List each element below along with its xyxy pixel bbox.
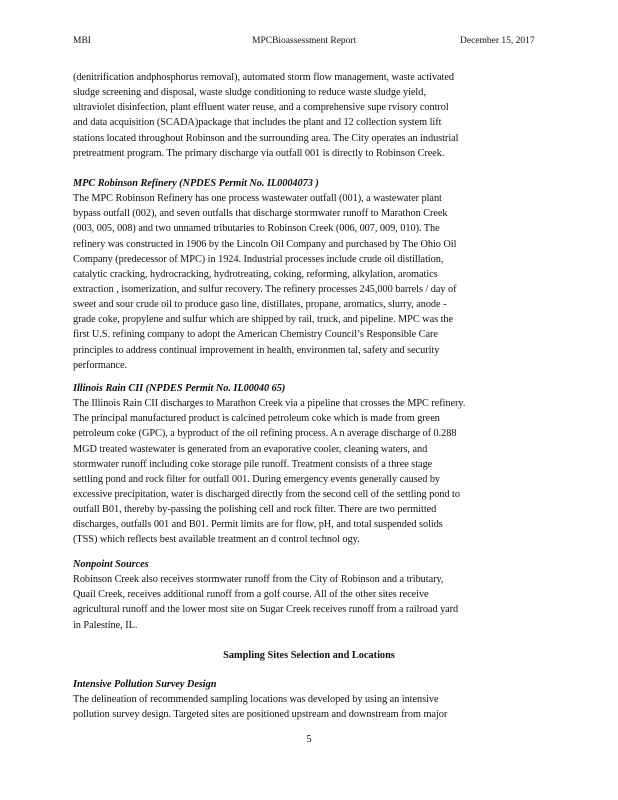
paragraph-line: The MPC Robinson Refinery has one process wastewater outfall (001), a wastewater plant: [73, 193, 442, 205]
section-heading: Nonpoint Sources: [73, 559, 149, 570]
paragraph-line: refinery was constructed in 1906 by the Lincoln Oil Company and purchased by The Ohio Oil: [73, 238, 457, 250]
section-mpc-refinery: [73, 176, 545, 373]
paragraph-line: first U.S. refining company to adopt the American Chemistry Council’s Responsible Care: [73, 329, 438, 341]
paragraph-line: Company (predecessor of MPC) in 1924. Industrial processes include crude oil distillation,: [73, 253, 444, 265]
paragraph-line: sludge screening and disposal, waste sludge conditioning to reduce waste sludge yield,: [73, 87, 426, 99]
section-heading: MPC Robinson Refinery (NPDES Permit No. IL0004073 ): [73, 178, 319, 189]
paragraph-line: (denitrification andphosphorus removal), automated storm flow management, waste activated: [73, 72, 454, 83]
paragraph-line: pollution survey design. Targeted sites are positioned upstream and downstream from major: [73, 709, 448, 721]
paragraph-line: MGD treated wastewater is generated from an evaporative cooler, cleaning waters, and: [73, 443, 428, 455]
section-heading: Intensive Pollution Survey Design: [73, 679, 217, 690]
paragraph-line: extraction , isomerization, and sulfur recovery. The refinery processes 245,000 barrels / day of: [73, 283, 457, 295]
paragraph-line: petroleum coke (GPC), a byproduct of the oil refining process. A n average discharge of 0.288: [73, 428, 457, 440]
paragraph-line: Robinson Creek also receives stormwater runoff from the City of Robinson and a tributary,: [73, 574, 444, 586]
section-nonpoint-sources: [73, 557, 545, 633]
paragraph-line: (TSS) which reflects best available treatment an d control technol ogy.: [73, 534, 360, 546]
section-heading: Illinois Rain CII (NPDES Permit No. IL00040 65): [73, 383, 286, 394]
paragraph-line: discharges, outfalls 001 and B01. Permit limits are for flow, pH, and total suspended solids: [73, 519, 443, 531]
page-number: 5: [306, 734, 312, 745]
paragraph-line: settling pond and rock filter for outfall 001. During emergency events generally caused by: [73, 473, 441, 485]
paragraph-line: ultraviolet disinfection, plant effluent water reuse, and a comprehensive supe rvisory control: [73, 102, 449, 114]
paragraph-line: and data acquisition (SCADA)package that includes the plant and 12 collection system lift: [73, 117, 442, 129]
paragraph-line: stormwater runoff including coke storage pile runoff. Treatment consists of a three stage: [73, 458, 433, 470]
paragraph-line: outfall B01, thereby by-passing the polishing cell and rock filter. There are two permitted: [73, 504, 437, 516]
paragraph-line: The delineation of recommended sampling locations was developed by using an intensive: [73, 694, 439, 706]
paragraph-line: The Illinois Rain CII discharges to Marathon Creek via a pipeline that crosses the MPC refinery.: [73, 398, 466, 410]
paragraph-line: grade coke, propylene and sulfur which are shipped by rail, truck, and pipeline. MPC was the: [73, 314, 453, 326]
paragraph-line: catalytic cracking, hydrocracking, hydrotreating, coking, reforming, alkylation, aromatics: [73, 268, 438, 280]
paragraph-line: agricultural runoff and the lower most site on Sugar Creek receives runoff from a railroad yard: [73, 604, 459, 616]
centered-section-heading: Sampling Sites Selection and Locations: [223, 650, 395, 661]
header-left: MBI: [73, 36, 91, 46]
paragraph-line: principles to address continual improvement in health, environmen tal, safety and security: [73, 344, 440, 356]
header-date: December 15, 2017: [460, 36, 535, 46]
header-title: MPCBioassessment Report: [252, 36, 357, 46]
paragraph-line: sweet and sour crude oil to produce gaso line, distillates, propane, aromatics, slurry, anode -: [73, 299, 447, 311]
paragraph-line: pretreatment program. The primary discharge via outfall 001 is directly to Robinson Creek.: [73, 147, 445, 159]
intro-paragraph: [73, 70, 545, 161]
paragraph-line: performance.: [73, 359, 127, 371]
section-illinois-rain: [73, 381, 545, 548]
paragraph-line: stations located throughout Robinson and the surrounding area. The City operates an industrial: [73, 132, 459, 144]
paragraph-line: Quail Creek, receives additional runoff from a golf course. All of the other sites receive: [73, 589, 429, 601]
paragraph-line: (003, 005, 008) and two unnamed tributaries to Robinson Creek (006, 007, 009, 010). The: [73, 223, 440, 235]
section-intensive-survey: [73, 677, 545, 722]
paragraph-line: The principal manufactured product is calcined petroleum coke which is made from green: [73, 413, 440, 425]
paragraph-line: excessive precipitation, water is discharged directly from the second cell of the settling pond to: [73, 488, 460, 500]
paragraph-line: bypass outfall (002), and seven outfalls that discharge stormwater runoff to Marathon Creek: [73, 208, 448, 220]
paragraph-line: in Palestine, IL.: [73, 619, 138, 631]
